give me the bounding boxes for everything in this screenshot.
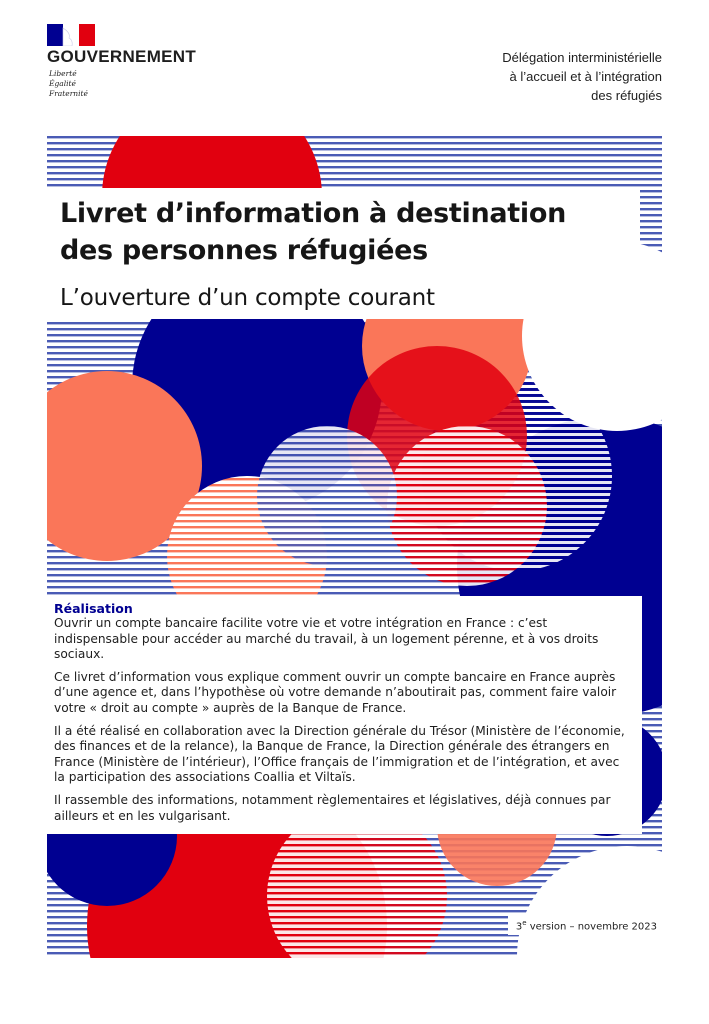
motto-egalite: Égalité xyxy=(49,79,76,88)
title-line-2: des personnes réfugiées xyxy=(60,235,428,266)
motto-liberte: Liberté xyxy=(49,69,77,78)
republic-motto xyxy=(49,69,88,99)
government-name: GOUVERNEMENT xyxy=(47,47,197,66)
flag-logo xyxy=(47,24,95,46)
paragraph-2: Ce livret d’information vous explique comment ouvrir un compte bancaire en France auprès d’une agence et, dans l’hypothèse où votre demande n’aboutirait pas, comment faire valoir votre « droit au compte » auprès de la Banque de France. xyxy=(54,669,617,715)
delegation-line-2: à l’accueil et à l’intégration xyxy=(509,69,662,84)
realisation-section xyxy=(54,601,634,831)
page-subtitle: L’ouverture d’un compte courant xyxy=(60,285,435,311)
version-number: 3 xyxy=(515,921,523,933)
version-ordinal: e xyxy=(522,919,527,927)
delegation-line-1: Délégation interministérielle xyxy=(502,50,662,65)
delegation-line-3: des réfugiés xyxy=(591,88,662,103)
paragraph-3: Il a été réalisé en collaboration avec la Direction générale du Trésor (Ministère de l’économie, des finances et de la relance), la Banque de France, la Direction générale des étrangers en France (Ministère de l’intérieur), l’Office français de l’immigration et de l’intégration, et avec la participation des associations Coallia et Viltaïs. xyxy=(54,723,625,785)
motto-fraternite: Fraternité xyxy=(49,89,88,98)
version-badge xyxy=(508,916,661,935)
section-heading: Réalisation xyxy=(54,601,133,616)
paragraph-1: Ouvrir un compte bancaire facilite votre vie et votre intégration en France : c’est indispensable pour accéder au marché du travail, à un logement pérenne, et à vos droits sociaux. xyxy=(54,616,599,662)
page-title xyxy=(60,195,640,269)
version-date: version – novembre 2023 xyxy=(526,921,657,933)
paragraph-4: Il rassemble des informations, notamment règlementaires et législatives, déjà connues par ailleurs et en les vulgarisant. xyxy=(54,792,611,823)
delegation-name xyxy=(402,48,662,105)
title-line-1: Livret d’information à destination xyxy=(60,198,567,229)
